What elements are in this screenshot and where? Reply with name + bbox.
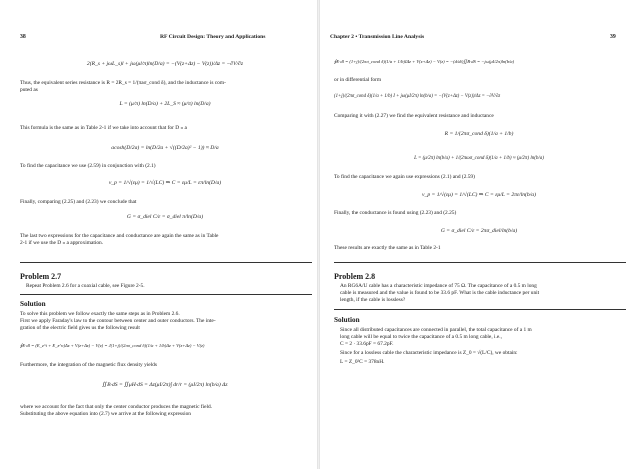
paragraph-line: This formula is the same as in Table 2-1 if we take into account that for D » a xyxy=(20,125,187,131)
paragraph-line: 2-1 if we use the D » a approximation. xyxy=(20,240,104,246)
problem-title: Problem 2.7 xyxy=(20,272,62,281)
paragraph-line: where we account for the fact that only the center conductor produces the magnetic field. xyxy=(20,404,213,410)
paragraph-line: L = Z_0²C = 378nH. xyxy=(340,359,385,365)
running-header: Chapter 2 • Transmission Line Analysis xyxy=(330,34,425,40)
paragraph-line: Finally, the conductance is found using (2.23) and (2.25) xyxy=(334,210,457,216)
paragraph-line: puted as xyxy=(20,87,38,93)
page-number: 38 xyxy=(20,34,26,40)
paragraph-line: To solve this problem we follow exactly the same steps as in Problem 2.6. xyxy=(20,311,180,317)
equation: 2(R_s + jωL_s)l + jω(μl/π)ln(D/a) = −(V(z+Δz) − V(z))/Δz = −∂V/∂z xyxy=(86,61,244,67)
problem-text: cable is measured and the value is found to be 33.6 pF. What is the cable inductance per unit xyxy=(340,290,540,296)
solution-title: Solution xyxy=(334,316,360,324)
equation: v_p = 1/√(εμ) = 1/√(LC) ⇒ C = εμ/L = 2πε/ln(b/a) xyxy=(422,192,536,198)
section-rule xyxy=(334,262,626,263)
paragraph-line: C = 2 · 33.6pF = 67.2pF. xyxy=(340,341,394,347)
paragraph-line: To find the capacitance we again use expressions (2.1) and (2.59) xyxy=(334,174,475,180)
page-number: 39 xyxy=(610,34,616,40)
paragraph-line: These results are exactly the same as in Table 2-1 xyxy=(334,245,441,251)
equation: G = σ_diel C/ε = σ_diel π/ln(D/a) xyxy=(126,214,204,220)
paragraph-line: Finally, comparing (2.25) and (2.23) we conclude that xyxy=(20,199,137,205)
paragraph-line: Comparing it with (2.27) we find the equivalent resistance and inductance xyxy=(334,113,494,119)
problem-title: Problem 2.8 xyxy=(334,272,376,281)
equation: ∮E·dl = (E_z^i + E_z^o)Δz + V(z+Δz) − V(z) = J(1+j)/(2πσ_cond δ)(1/a + 1/b)Δz + V(z+Δz) − V(z) xyxy=(20,343,205,348)
equation: v_p = 1/√(εμ) = 1/√(LC) ⇒ C = εμ/L = επ/ln(D/a) xyxy=(108,180,222,186)
paragraph-line: Substituting the above equation into (2.7) we arrive at the following expression xyxy=(20,411,191,417)
paragraph-line: To find the capacitance we use (2.59) in conjunction with (2.1) xyxy=(20,163,156,169)
running-header: RF Circuit Design: Theory and Applications xyxy=(160,34,266,40)
equation: L = (μ/2π) ln(b/a) + 1/(2πωσ_cond δ)(1/a + 1/b) ≈ (μ/2π) ln(b/a) xyxy=(414,156,544,161)
right-page xyxy=(320,0,638,469)
paragraph-line: Thus, the equivalent series resistance is R = 2R_s = 1/(πaσ_cond δ), and the inductance is com- xyxy=(20,80,226,86)
problem-text: Repeat Problem 2.6 for a coaxial cable, see Figure 2-5. xyxy=(26,283,145,289)
equation: ∮E·dl = (1+j)/(2πσ_cond δ)(1/a + 1/b)IΔz + V(z+Δz) − V(z) = −(d/dt)∬B·dS = −jω(μI/2π)ln(b/a) xyxy=(334,59,515,64)
paragraph-line: long cable will be equal to twice the capacitance of a 0.5 m long cable, i.e., xyxy=(340,334,502,340)
left-page xyxy=(0,0,318,469)
section-rule xyxy=(20,262,312,263)
equation: R = 1/(2πσ_cond δ)(1/a + 1/b) xyxy=(444,131,514,137)
equation: G = σ_diel C/ε = 2πσ_diel/ln(b/a) xyxy=(440,228,518,234)
section-rule xyxy=(334,309,626,310)
paragraph-line: The last two expressions for the capacitance and conductance are again the same as in Table xyxy=(20,233,219,239)
equation: acosh(D/2a) = ln(D/2a + √((D/2a)² − 1)) ≈ D/a xyxy=(111,145,219,151)
problem-text: length, if the cable is lossless? xyxy=(340,297,406,303)
solution-title: Solution xyxy=(20,300,46,308)
section-rule xyxy=(20,294,312,295)
equation: L = (μ/π) ln(D/a) + 2L_S ≈ (μ/π) ln(D/a) xyxy=(119,101,211,107)
paragraph-line: Since all distributed capacitances are connected in parallel, the total capacitance of a 1 m xyxy=(340,327,532,333)
equation: (1+j)/(2πσ_cond δ)(1/a + 1/b) I + jω(μI/2π) ln(b/a) = −(V(z+Δz) − V(z))/Δz = −∂V/∂z xyxy=(334,94,501,99)
paragraph-line: First we apply Faraday's law to the contour between center and outer conductors. The inte- xyxy=(20,318,216,324)
paragraph-line: Furthermore, the integration of the magnetic flux density yields xyxy=(20,362,157,368)
equation: ∬B·dS = ∬μH·dS = Δz(μI/2π)∫ dr/r = (μI/2π) ln(b/a) Δz xyxy=(102,382,228,388)
paragraph-line: or in differential form xyxy=(334,77,382,83)
paragraph-line: gration of the electric field gives us the following result xyxy=(20,325,140,331)
paragraph-line: Since for a lossless cable the characteristic impedance is Z_0 = √(L/C), we obtain: xyxy=(340,350,518,356)
problem-text: An RG6A/U cable has a characteristic impedance of 75 Ω. The capacitance of a 0.5 m long xyxy=(340,283,537,289)
